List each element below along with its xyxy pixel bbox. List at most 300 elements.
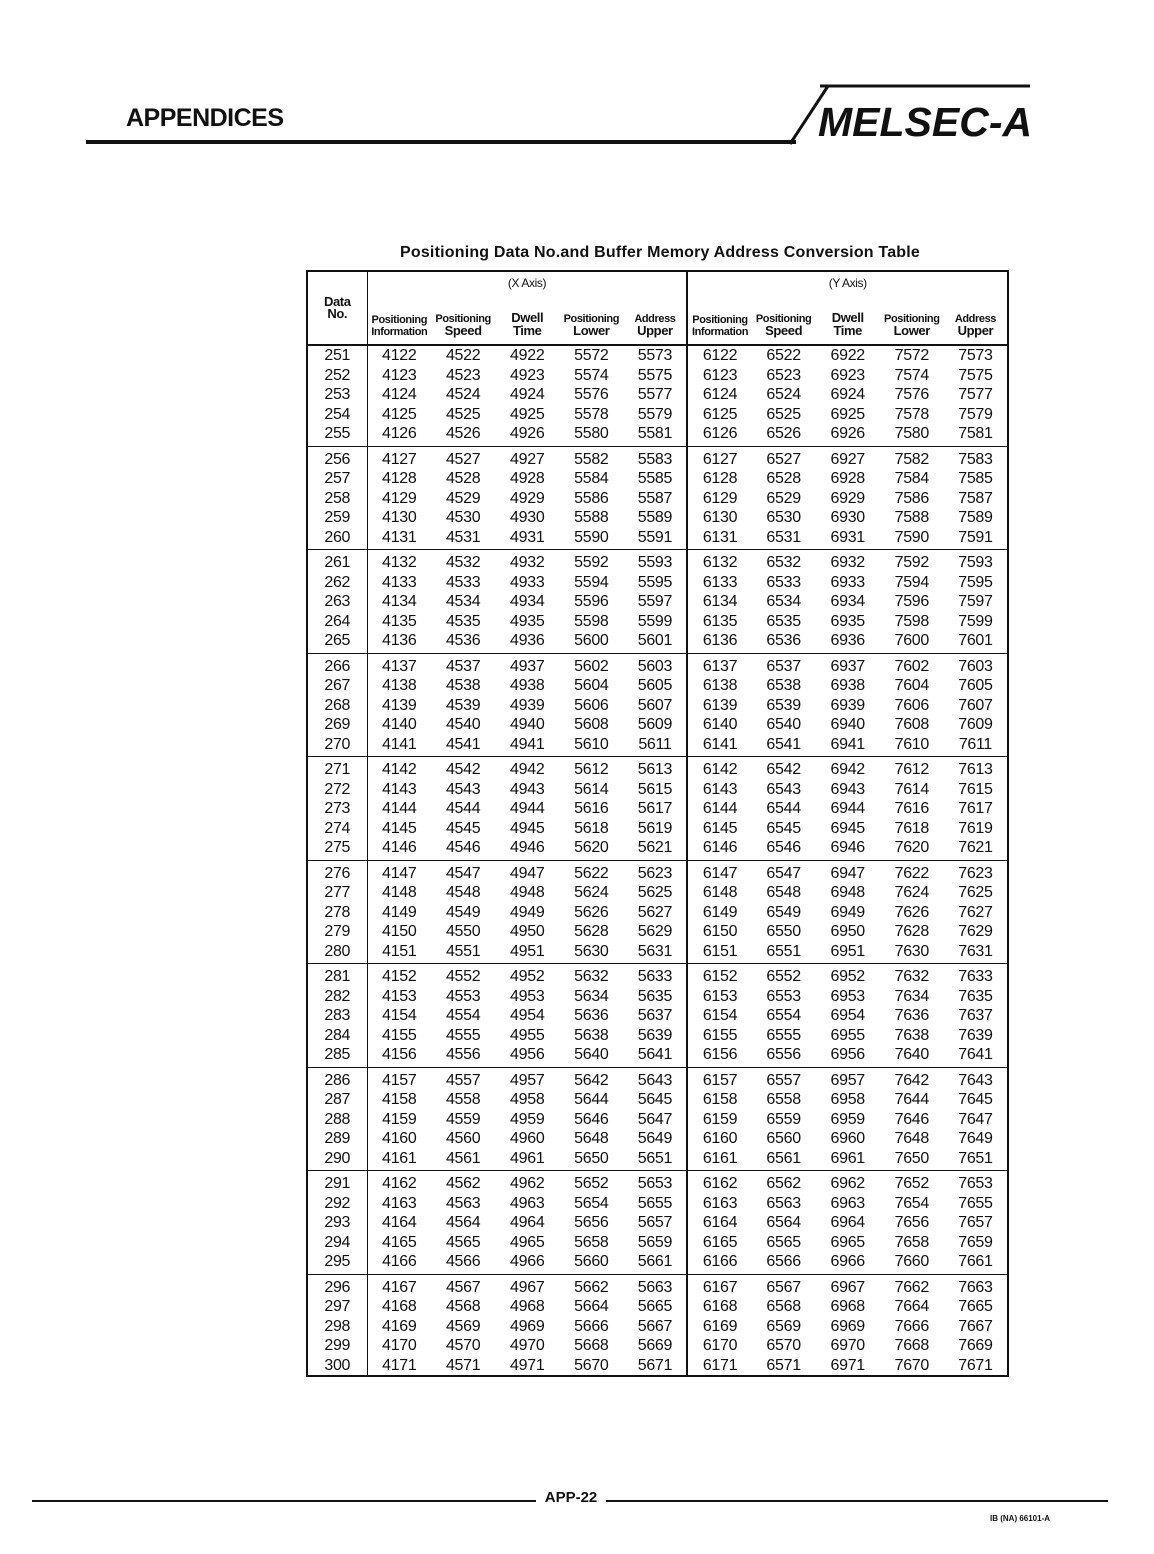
x-axis-cell: 5657: [637, 1214, 673, 1231]
y-axis-cell: 6526: [752, 424, 816, 446]
y-axis-cell: 7639: [958, 1026, 993, 1044]
table-row: [307, 1213, 1008, 1233]
y-axis-cell: 7659: [958, 1233, 993, 1251]
y-axis-cell: 6153: [687, 987, 751, 1007]
table-row: [307, 1045, 1008, 1067]
x-axis-cell: 4938: [510, 677, 545, 694]
y-axis-cell: 7604: [894, 677, 929, 694]
x-axis-cell: 4570: [445, 1337, 481, 1354]
x-axis-cell: 5600: [559, 631, 623, 653]
column-header-line: Upper: [637, 323, 673, 338]
y-axis-cell: 6123: [687, 366, 751, 386]
x-axis-cell: 5584: [574, 470, 609, 487]
x-axis-cell: 4929: [510, 489, 545, 507]
table-row: [307, 696, 1008, 716]
x-axis-cell: 4543: [445, 780, 481, 798]
x-axis-cell: 4133: [382, 573, 417, 591]
table-row: [307, 1129, 1008, 1149]
x-axis-cell: 5659: [637, 1233, 673, 1251]
data-no-cell: 300: [307, 1356, 367, 1377]
x-axis-cell: 4154: [382, 1007, 417, 1024]
x-axis-cell: 5644: [574, 1091, 609, 1108]
y-axis-cell: 6528: [766, 470, 801, 487]
x-axis-cell: 5586: [574, 489, 609, 507]
y-axis-cell: 7624: [894, 884, 929, 901]
y-axis-cell: 6569: [766, 1317, 801, 1335]
x-axis-cell: 4140: [382, 716, 417, 733]
y-axis-cell: 6162: [687, 1171, 751, 1194]
y-axis-cell: 6149: [687, 903, 751, 923]
x-axis-cell: 5649: [637, 1130, 673, 1147]
x-axis-cell: 4944: [510, 800, 545, 817]
data-no-cell: 259: [307, 508, 367, 528]
y-axis-cell: 7664: [894, 1298, 929, 1315]
y-axis-cell: 7620: [880, 838, 944, 860]
y-axis-cell: 7623: [958, 864, 993, 882]
x-axis-cell: 4957: [510, 1071, 545, 1089]
table-row: [307, 1067, 1008, 1090]
x-axis-cell: 4971: [510, 1356, 545, 1374]
y-axis-cell: 6136: [687, 631, 751, 653]
x-axis-cell: 4166: [367, 1252, 431, 1274]
table-row: [307, 883, 1008, 903]
data-no-cell: 290: [307, 1149, 367, 1171]
x-axis-cell: 4927: [510, 450, 545, 468]
data-no-cell: 276: [307, 860, 367, 883]
x-axis-cell: 4539: [445, 696, 481, 714]
y-axis-cell: 6570: [766, 1337, 801, 1354]
y-axis-cell: 7609: [958, 716, 993, 733]
x-axis-cell: 4165: [382, 1233, 417, 1251]
column-header-line: Positioning: [371, 314, 428, 326]
y-axis-cell: 6157: [687, 1067, 751, 1090]
y-axis-cell: 6122: [687, 345, 751, 366]
x-axis-cell: 5670: [574, 1356, 609, 1374]
x-axis-cell: 4954: [510, 1007, 545, 1024]
y-axis-cell: 6126: [687, 424, 751, 446]
column-header-line: Time: [833, 323, 862, 338]
x-axis-cell: 5641: [623, 1045, 687, 1067]
x-axis-cell: 5594: [574, 573, 609, 591]
y-axis-cell: 7600: [880, 631, 944, 653]
y-axis-cell: 7629: [958, 923, 993, 940]
x-axis-cell: 5639: [637, 1026, 673, 1044]
data-no-cell: 254: [307, 405, 367, 425]
y-axis-cell: 7642: [894, 1071, 929, 1089]
y-axis-cell: 6965: [830, 1233, 865, 1251]
x-axis-cell: 4568: [445, 1298, 481, 1315]
x-axis-cell: 5640: [559, 1045, 623, 1067]
x-axis-cell: 4128: [382, 470, 417, 487]
y-axis-cell: 6925: [830, 405, 865, 423]
x-axis-cell: 4561: [431, 1149, 495, 1171]
y-axis-cell: 7662: [894, 1278, 929, 1296]
x-axis-cell: 5599: [637, 612, 673, 630]
y-axis-cell: 7607: [958, 696, 993, 714]
x-axis-cell: 4542: [445, 761, 481, 778]
x-axis-cell: 4522: [445, 347, 481, 364]
x-axis-cell: 5671: [637, 1356, 673, 1374]
x-axis-cell: 5603: [637, 657, 673, 675]
x-axis-cell: 4134: [382, 593, 417, 610]
y-axis-cell: 7628: [894, 923, 929, 940]
y-axis-cell: 6535: [766, 612, 801, 630]
x-axis-cell: 5613: [637, 761, 673, 778]
brand-logo: [790, 82, 1055, 148]
x-axis-cell: 5650: [559, 1149, 623, 1171]
y-axis-cell: 6547: [766, 864, 801, 882]
x-axis-cell: 4547: [445, 864, 481, 882]
x-column-header: [623, 294, 687, 345]
x-axis-cell: 5636: [574, 1007, 609, 1024]
table-row: [307, 780, 1008, 800]
y-axis-cell: 7625: [958, 884, 993, 901]
y-axis-cell: 6139: [687, 696, 751, 716]
x-axis-cell: 5666: [574, 1317, 609, 1335]
x-axis-cell: 4922: [510, 347, 545, 364]
y-axis-cell: 6964: [830, 1214, 865, 1231]
y-axis-cell: 6167: [687, 1274, 751, 1297]
x-axis-cell: 5661: [623, 1252, 687, 1274]
y-axis-cell: 6156: [687, 1045, 751, 1067]
y-axis-cell: 7618: [894, 819, 929, 837]
y-axis-cell: 6536: [752, 631, 816, 653]
x-axis-cell: 4170: [382, 1337, 417, 1354]
y-axis-cell: 6557: [766, 1071, 801, 1089]
column-header-line: Positioning: [692, 314, 748, 326]
data-no-cell: 253: [307, 385, 367, 405]
x-axis-cell: 5579: [637, 405, 673, 423]
data-no-cell: 256: [307, 446, 367, 469]
x-axis-cell: 4137: [382, 657, 417, 675]
x-axis-cell: 4924: [510, 386, 545, 403]
y-axis-cell: 7665: [958, 1298, 993, 1315]
x-axis-cell: 5631: [623, 942, 687, 964]
y-axis-cell: 6143: [687, 780, 751, 800]
y-axis-cell: 6940: [830, 716, 865, 733]
y-axis-cell: 6160: [687, 1129, 751, 1149]
y-axis-cell: 6171: [687, 1356, 751, 1377]
data-no-cell: 261: [307, 550, 367, 573]
x-axis-cell: 5587: [637, 489, 673, 507]
x-axis-cell: 4961: [495, 1149, 559, 1171]
x-axis-cell: 4529: [445, 489, 481, 507]
table-row: [307, 366, 1008, 386]
x-axis-cell: 4962: [510, 1175, 545, 1192]
x-axis-cell: 4531: [431, 528, 495, 550]
y-axis-cell: 6169: [687, 1317, 751, 1337]
data-no-cell: 262: [307, 573, 367, 593]
y-axis-cell: 6545: [766, 819, 801, 837]
footer-rule-left: [32, 1500, 536, 1502]
x-axis-cell: 4158: [382, 1091, 417, 1108]
x-column-header: [495, 294, 559, 345]
x-axis-cell: 5625: [637, 884, 673, 901]
x-axis-cell: 4526: [431, 424, 495, 446]
x-axis-cell: 4953: [510, 987, 545, 1005]
x-axis-cell: 5662: [574, 1278, 609, 1296]
y-axis-cell: 6926: [816, 424, 880, 446]
data-no-cell: 257: [307, 469, 367, 489]
x-axis-cell: 5634: [574, 987, 609, 1005]
x-axis-cell: 5595: [637, 573, 673, 591]
y-axis-cell: 7632: [894, 968, 929, 985]
y-axis-cell: 6138: [687, 676, 751, 696]
x-axis-cell: 5591: [623, 528, 687, 550]
y-axis-cell: 7585: [958, 470, 993, 487]
x-axis-cell: 4928: [510, 470, 545, 487]
x-axis-cell: 5585: [637, 470, 673, 487]
table-row: [307, 405, 1008, 425]
y-axis-cell: 7644: [894, 1091, 929, 1108]
x-axis-cell: 5573: [637, 347, 673, 364]
y-axis-cell: 6539: [766, 696, 801, 714]
table-row: [307, 592, 1008, 612]
y-axis-cell: 6923: [830, 366, 865, 384]
y-axis-cell: 7588: [894, 509, 929, 526]
x-axis-cell: 4926: [495, 424, 559, 446]
x-axis-cell: 4945: [510, 819, 545, 837]
data-no-cell: 278: [307, 903, 367, 923]
x-axis-cell: 4556: [431, 1045, 495, 1067]
x-axis-cell: 4549: [445, 903, 481, 921]
x-axis-cell: 4147: [382, 864, 417, 882]
x-axis-cell: 4138: [382, 677, 417, 694]
y-axis-cell: 6544: [766, 800, 801, 817]
x-axis-cell: 4132: [382, 554, 417, 571]
data-no-cell: 292: [307, 1194, 367, 1214]
y-axis-cell: 6524: [766, 386, 801, 403]
y-axis-cell: 7583: [958, 450, 993, 468]
x-axis-cell: 5637: [637, 1007, 673, 1024]
x-axis-cell: 5623: [637, 864, 673, 882]
y-axis-cell: 6946: [816, 838, 880, 860]
y-axis-cell: 7652: [894, 1175, 929, 1192]
y-axis-cell: 6930: [830, 509, 865, 526]
y-axis-cell: 7595: [958, 573, 993, 591]
x-axis-cell: 4159: [382, 1110, 417, 1128]
y-axis-cell: 6142: [687, 757, 751, 780]
table-row: [307, 345, 1008, 366]
y-axis-cell: 6534: [766, 593, 801, 610]
y-axis-cell: 6958: [830, 1091, 865, 1108]
y-axis-cell: 6949: [830, 903, 865, 921]
y-axis-cell: 7630: [880, 942, 944, 964]
x-axis-cell: 5651: [623, 1149, 687, 1171]
x-axis-cell: 4527: [445, 450, 481, 468]
x-axis-cell: 4930: [510, 509, 545, 526]
y-axis-cell: 6530: [766, 509, 801, 526]
table-row: [307, 1336, 1008, 1356]
x-axis-cell: 4550: [445, 923, 481, 940]
x-axis-cell: 4523: [445, 366, 481, 384]
y-axis-cell: 7592: [894, 554, 929, 571]
x-axis-cell: 4564: [445, 1214, 481, 1231]
x-axis-cell: 5653: [637, 1175, 673, 1192]
table-row: [307, 1356, 1008, 1377]
y-axis-cell: 6551: [752, 942, 816, 964]
y-axis-cell: 7572: [894, 347, 929, 364]
x-axis-cell: 5629: [637, 923, 673, 940]
x-axis-cell: 5576: [574, 386, 609, 403]
y-axis-cell: 6170: [687, 1336, 751, 1356]
y-axis-cell: 6537: [766, 657, 801, 675]
x-axis-cell: 5608: [574, 716, 609, 733]
y-axis-cell: 7573: [958, 347, 993, 364]
data-no-cell: 264: [307, 612, 367, 632]
y-axis-cell: 6939: [830, 696, 865, 714]
y-axis-cell: 6147: [687, 860, 751, 883]
y-axis-cell: 6168: [687, 1297, 751, 1317]
table-row: [307, 735, 1008, 757]
x-axis-cell: 4560: [445, 1130, 481, 1147]
x-axis-cell: 4555: [445, 1026, 481, 1044]
data-no-cell: 286: [307, 1067, 367, 1090]
x-axis-cell: 4167: [382, 1278, 417, 1296]
y-column-header: [687, 294, 751, 345]
x-axis-cell: 5648: [574, 1130, 609, 1147]
y-axis-cell: 6560: [766, 1130, 801, 1147]
x-axis-cell: 4965: [510, 1233, 545, 1251]
x-axis-cell: 5606: [574, 696, 609, 714]
y-axis-cell: 6164: [687, 1213, 751, 1233]
x-axis-cell: 4528: [445, 470, 481, 487]
y-axis-cell: 6962: [830, 1175, 865, 1192]
data-no-cell: 299: [307, 1336, 367, 1356]
y-axis-cell: 7577: [958, 386, 993, 403]
x-axis-cell: 4947: [510, 864, 545, 882]
table-row: [307, 1194, 1008, 1214]
x-axis-cell: 4126: [367, 424, 431, 446]
table-row: [307, 757, 1008, 780]
y-axis-cell: 7610: [880, 735, 944, 757]
x-axis-cell: 4541: [431, 735, 495, 757]
x-axis-cell: 5575: [637, 366, 673, 384]
data-no-cell: 281: [307, 964, 367, 987]
x-axis-cell: 4130: [382, 509, 417, 526]
x-axis-cell: 4968: [510, 1298, 545, 1315]
y-axis-cell: 6562: [766, 1175, 801, 1192]
x-axis-cell: 4156: [367, 1045, 431, 1067]
y-axis-cell: 6151: [687, 942, 751, 964]
y-axis-cell: 7661: [944, 1252, 1008, 1274]
y-axis-cell: 6150: [687, 922, 751, 942]
y-axis-cell: 7575: [958, 366, 993, 384]
data-no-cell: 288: [307, 1110, 367, 1130]
y-axis-cell: 6942: [830, 761, 865, 778]
x-axis-cell: 4551: [431, 942, 495, 964]
y-axis-cell: 6161: [687, 1149, 751, 1171]
y-axis-cell: 6934: [830, 593, 865, 610]
y-axis-cell: 7658: [894, 1233, 929, 1251]
table-row: [307, 715, 1008, 735]
y-axis-cell: 6145: [687, 819, 751, 839]
y-axis-cell: 6549: [766, 903, 801, 921]
table-row: [307, 922, 1008, 942]
x-axis-cell: 5597: [637, 593, 673, 610]
table-row: [307, 385, 1008, 405]
column-header-row: [307, 294, 1008, 345]
x-axis-cell: 4153: [382, 987, 417, 1005]
column-header-line: Time: [512, 323, 542, 338]
x-axis-cell: 5619: [637, 819, 673, 837]
x-axis-cell: 4537: [445, 657, 481, 675]
y-axis-cell: 6532: [766, 554, 801, 571]
x-axis-cell: 5626: [574, 903, 609, 921]
y-axis-cell: 6523: [766, 366, 801, 384]
y-axis-cell: 6129: [687, 489, 751, 509]
data-no-cell: 297: [307, 1297, 367, 1317]
x-axis-cell: 5578: [574, 405, 609, 423]
x-axis-cell: 5596: [574, 593, 609, 610]
y-axis-cell: 6935: [830, 612, 865, 630]
data-no-cell: 270: [307, 735, 367, 757]
y-axis-cell: 7633: [958, 968, 993, 985]
x-axis-cell: 4558: [445, 1091, 481, 1108]
x-axis-cell: 4923: [510, 366, 545, 384]
y-axis-cell: 7614: [894, 780, 929, 798]
table-row: [307, 469, 1008, 489]
x-axis-cell: 5656: [574, 1214, 609, 1231]
y-axis-cell: 7586: [894, 489, 929, 507]
x-axis-cell: 4157: [382, 1071, 417, 1089]
y-axis-cell: 6134: [687, 592, 751, 612]
y-axis-cell: 6128: [687, 469, 751, 489]
x-axis-cell: 5642: [574, 1071, 609, 1089]
column-header-line: Information: [691, 326, 749, 338]
x-axis-cell: 4152: [382, 968, 417, 985]
x-axis-cell: 4145: [382, 819, 417, 837]
y-axis-cell: 7594: [894, 573, 929, 591]
y-axis-cell: 7587: [958, 489, 993, 507]
x-axis-cell: 4969: [510, 1317, 545, 1335]
y-axis-cell: 7671: [958, 1356, 993, 1374]
y-axis-cell: 6159: [687, 1110, 751, 1130]
x-axis-cell: 4150: [382, 923, 417, 940]
y-axis-cell: 6127: [687, 446, 751, 469]
y-axis-cell: 7591: [944, 528, 1008, 550]
y-axis-cell: 6533: [766, 573, 801, 591]
x-axis-cell: 4933: [510, 573, 545, 591]
x-axis-cell: 4963: [510, 1194, 545, 1212]
x-axis-cell: 4168: [382, 1298, 417, 1315]
y-axis-cell: 6951: [816, 942, 880, 964]
x-axis-cell: 5620: [559, 838, 623, 860]
y-axis-cell: 6555: [766, 1026, 801, 1044]
y-axis-cell: 7631: [944, 942, 1008, 964]
x-axis-cell: 5645: [637, 1091, 673, 1108]
x-axis-cell: 4557: [445, 1071, 481, 1089]
data-no-cell: 287: [307, 1090, 367, 1110]
x-axis-cell: 4162: [382, 1175, 417, 1192]
table-row: [307, 1317, 1008, 1337]
x-axis-cell: 4925: [510, 405, 545, 423]
x-axis-cell: 4554: [445, 1007, 481, 1024]
x-axis-cell: 4946: [495, 838, 559, 860]
data-no-cell: 282: [307, 987, 367, 1007]
x-axis-cell: 5668: [574, 1337, 609, 1354]
y-axis-cell: 6928: [830, 470, 865, 487]
x-axis-cell: 4142: [382, 761, 417, 778]
x-axis-cell: 4540: [445, 716, 481, 733]
y-axis-cell: 6132: [687, 550, 751, 573]
y-axis-cell: 7597: [958, 593, 993, 610]
y-axis-cell: 7670: [894, 1356, 929, 1374]
data-no-cell: 296: [307, 1274, 367, 1297]
y-axis-cell: 7667: [958, 1317, 993, 1335]
table-row: [307, 489, 1008, 509]
x-axis-cell: 4552: [445, 968, 481, 985]
